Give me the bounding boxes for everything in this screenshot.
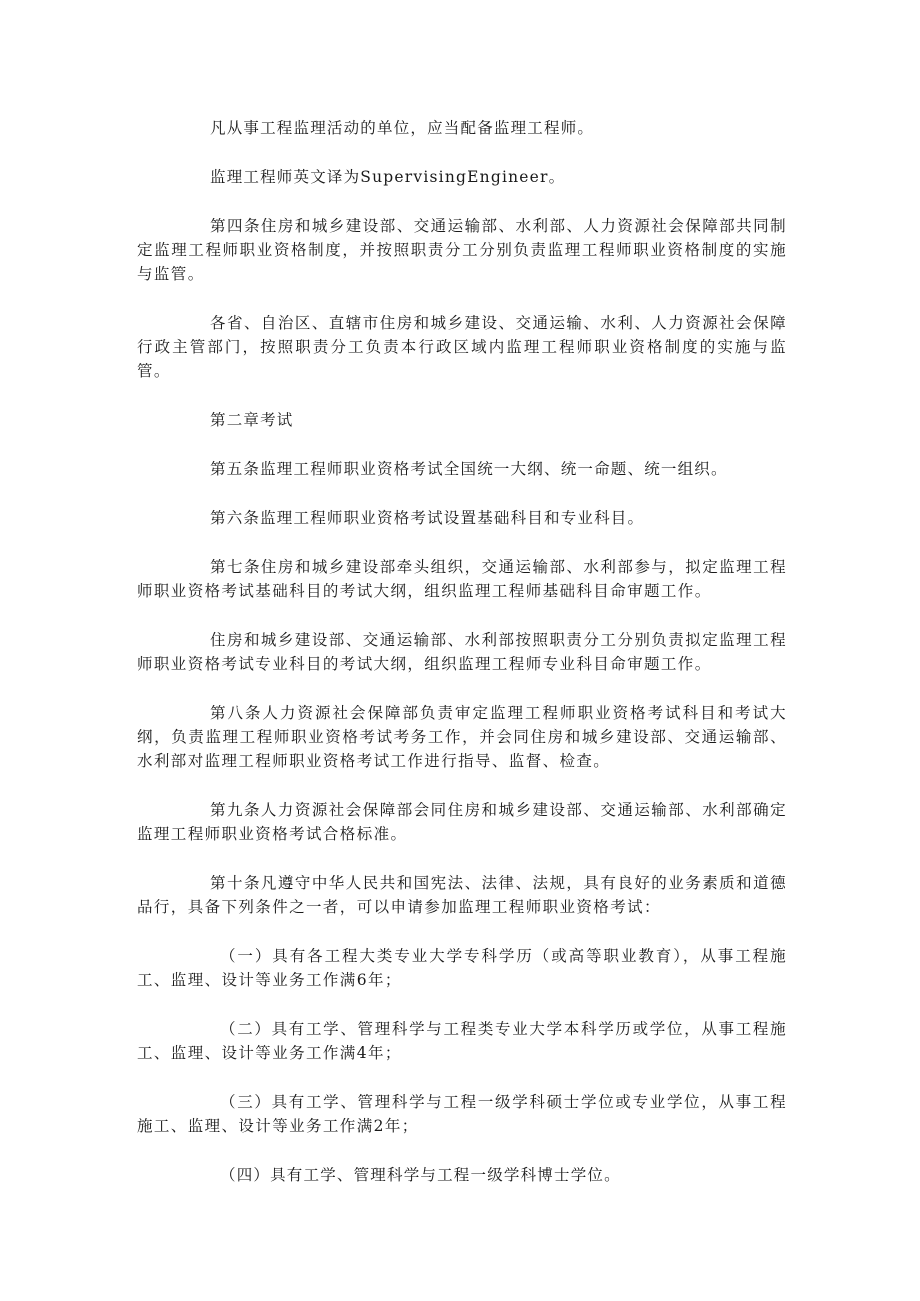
paragraph-professional-subjects: 住房和城乡建设部、交通运输部、水利部按照职责分工分别负责拟定监理工程师职业资格考试专业科目的考试大纲，组织监理工程师专业科目命审题工作。 — [137, 631, 787, 673]
list-item-condition-3: （三）具有工学、管理科学与工程一级学科硕士学位或专业学位，从事工程施工、监理、设计等业务工作满2年； — [137, 1093, 787, 1135]
paragraph-english-name: 监理工程师英文译为SupervisingEngineer。 — [210, 168, 566, 186]
paragraph-article-8: 第八条人力资源社会保障部负责审定监理工程师职业资格考试科目和考试大纲，负责监理工程师职业资格考试考务工作，并会同住房和城乡建设部、交通运输部、水利部对监理工程师职业资格考试工作进行指导、监督、检查。 — [137, 704, 787, 770]
paragraph-article-7: 第七条住房和城乡建设部牵头组织，交通运输部、水利部参与，拟定监理工程师职业资格考试基础科目的考试大纲，组织监理工程师基础科目命审题工作。 — [137, 558, 787, 600]
document-page — [137, 116, 787, 1212]
list-item-condition-1: （一）具有各工程大类专业大学专科学历（或高等职业教育），从事工程施工、监理、设计等业务工作满6年； — [137, 947, 787, 989]
list-item-condition-2: （二）具有工学、管理科学与工程类专业大学本科学历或学位，从事工程施工、监理、设计等业务工作满4年； — [137, 1020, 787, 1062]
paragraph-article-6: 第六条监理工程师职业资格考试设置基础科目和专业科目。 — [210, 509, 645, 527]
paragraph-article-4: 第四条住房和城乡建设部、交通运输部、水利部、人力资源社会保障部共同制定监理工程师职业资格制度，并按照职责分工分别负责监理工程师职业资格制度的实施与监管。 — [137, 217, 787, 283]
paragraph-supervisor-requirement: 凡从事工程监理活动的单位，应当配备监理工程师。 — [210, 119, 595, 137]
paragraph-provincial-authorities: 各省、自治区、直辖市住房和城乡建设、交通运输、水利、人力资源社会保障行政主管部门，按照职责分工负责本行政区域内监理工程师职业资格制度的实施与监管。 — [137, 314, 787, 380]
paragraph-article-5: 第五条监理工程师职业资格考试全国统一大纲、统一命题、统一组织。 — [210, 460, 728, 478]
paragraph-article-10: 第十条凡遵守中华人民共和国宪法、法律、法规，具有良好的业务素质和道德品行，具备下列条件之一者，可以申请参加监理工程师职业资格考试： — [137, 874, 787, 916]
chapter-heading: 第二章考试 — [210, 411, 294, 429]
list-item-condition-4: （四）具有工学、管理科学与工程一级学科博士学位。 — [220, 1166, 621, 1184]
paragraph-article-9: 第九条人力资源社会保障部会同住房和城乡建设部、交通运输部、水利部确定监理工程师职业资格考试合格标准。 — [137, 801, 787, 843]
